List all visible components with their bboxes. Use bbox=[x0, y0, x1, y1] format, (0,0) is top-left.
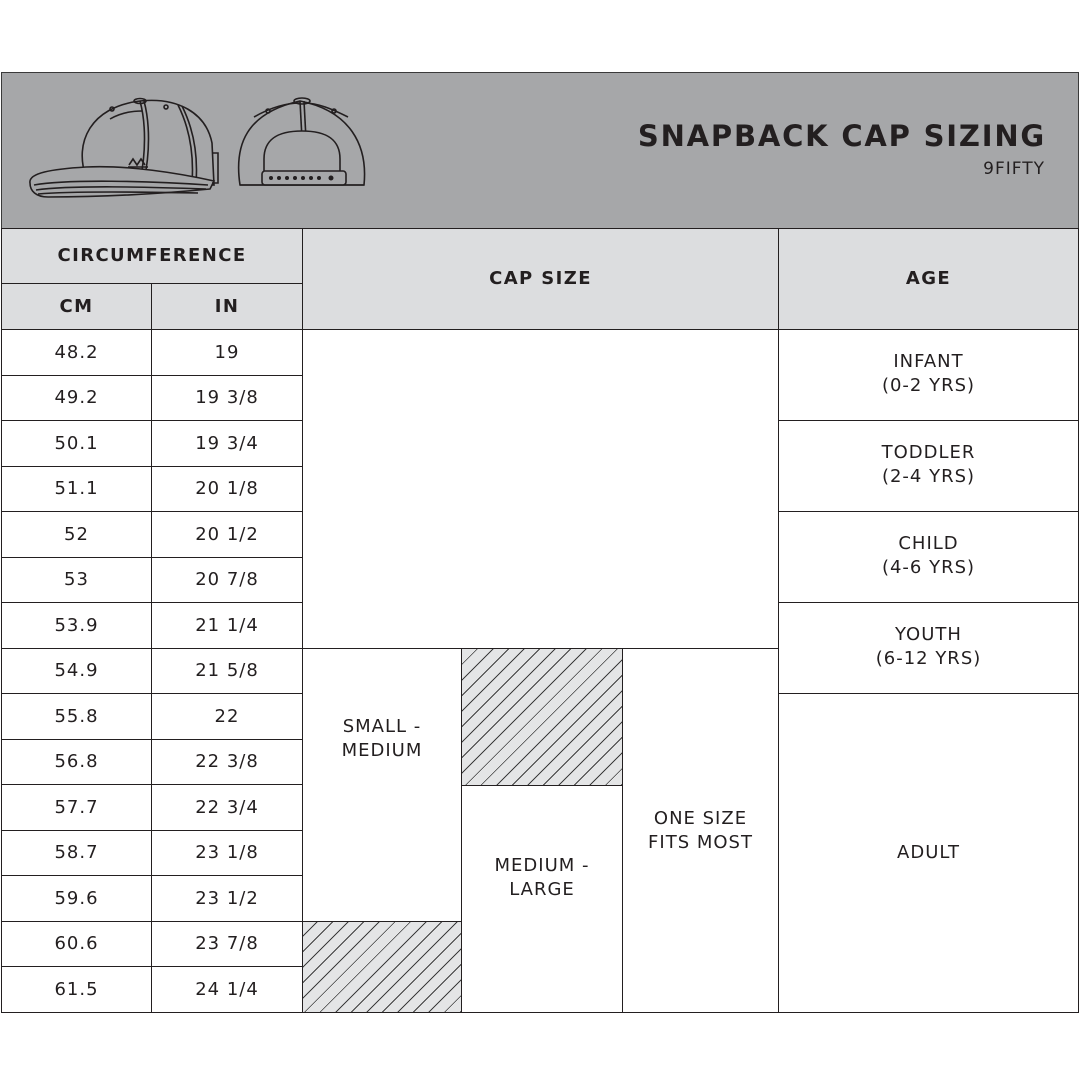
table-cell-cm: 56.8 bbox=[1, 739, 152, 785]
cap-back-view-icon bbox=[239, 98, 365, 185]
cap-size-one-size bbox=[622, 648, 779, 1013]
table-cell-cm: 55.8 bbox=[1, 693, 152, 740]
table-cell-in: 22 3/4 bbox=[151, 784, 303, 831]
cap-size-empty-area bbox=[302, 329, 779, 649]
table-cell-in: 19 3/4 bbox=[151, 420, 303, 467]
table-cell-cm: 48.2 bbox=[1, 329, 152, 376]
age-adult bbox=[778, 693, 1079, 1013]
table-cell-cm: 60.6 bbox=[1, 921, 152, 967]
table-cell-in: 24 1/4 bbox=[151, 966, 303, 1013]
table-cell-in: 21 1/4 bbox=[151, 602, 303, 649]
age-youth bbox=[778, 602, 1079, 694]
cap-size-label: SMALL - MEDIUM bbox=[341, 716, 423, 761]
in-header: IN bbox=[151, 283, 303, 330]
table-cell-in: 21 5/8 bbox=[151, 648, 303, 694]
age-label: TODDLER (2-4 YRS) bbox=[881, 442, 976, 487]
age-label: YOUTH (6-12 YRS) bbox=[875, 624, 982, 669]
table-cell-in: 23 1/2 bbox=[151, 875, 303, 922]
cap-size-label: ONE SIZE FITS MOST bbox=[648, 807, 753, 853]
age-label: ADULT bbox=[897, 842, 960, 863]
table-cell-in: 19 3/8 bbox=[151, 375, 303, 421]
table-cell-cm: 53 bbox=[1, 557, 152, 603]
page-title: SNAPBACK CAP SIZING bbox=[637, 119, 1046, 153]
page-subtitle: 9FIFTY bbox=[983, 159, 1045, 179]
table-cell-cm: 59.6 bbox=[1, 875, 152, 922]
table-cell-cm: 53.9 bbox=[1, 602, 152, 649]
header-banner bbox=[1, 72, 1079, 229]
cap-size-unavailable-cell bbox=[461, 648, 623, 786]
age-label: CHILD (4-6 YRS) bbox=[881, 533, 976, 578]
table-cell-cm: 57.7 bbox=[1, 784, 152, 831]
table-cell-in: 22 bbox=[151, 693, 303, 740]
table-cell-in: 20 1/2 bbox=[151, 511, 303, 558]
table-cell-cm: 58.7 bbox=[1, 830, 152, 876]
table-cell-in: 20 7/8 bbox=[151, 557, 303, 603]
cap-illustration bbox=[28, 93, 373, 201]
table-cell-cm: 50.1 bbox=[1, 420, 152, 467]
cap-size-label: MEDIUM - LARGE bbox=[494, 855, 590, 900]
table-cell-in: 19 bbox=[151, 329, 303, 376]
cap-size-small-medium bbox=[302, 648, 462, 922]
table-cell-in: 22 3/8 bbox=[151, 739, 303, 785]
cap-size-medium-large bbox=[461, 785, 623, 1013]
cm-header: CM bbox=[1, 283, 152, 330]
table-cell-cm: 61.5 bbox=[1, 966, 152, 1013]
age-infant bbox=[778, 329, 1079, 421]
age-child bbox=[778, 511, 1079, 603]
table-cell-in: 20 1/8 bbox=[151, 466, 303, 512]
age-toddler bbox=[778, 420, 1079, 512]
cap-size-header: CAP SIZE bbox=[302, 228, 779, 330]
age-header: AGE bbox=[778, 228, 1079, 330]
table-cell-cm: 49.2 bbox=[1, 375, 152, 421]
table-cell-in: 23 7/8 bbox=[151, 921, 303, 967]
cap-side-view-icon bbox=[30, 99, 218, 198]
table-cell-cm: 54.9 bbox=[1, 648, 152, 694]
cap-size-unavailable-cell bbox=[302, 921, 462, 1013]
table-cell-cm: 52 bbox=[1, 511, 152, 558]
table-cell-in: 23 1/8 bbox=[151, 830, 303, 876]
age-label: INFANT (0-2 YRS) bbox=[881, 351, 976, 396]
circumference-header: CIRCUMFERENCE bbox=[1, 228, 303, 284]
table-cell-cm: 51.1 bbox=[1, 466, 152, 512]
